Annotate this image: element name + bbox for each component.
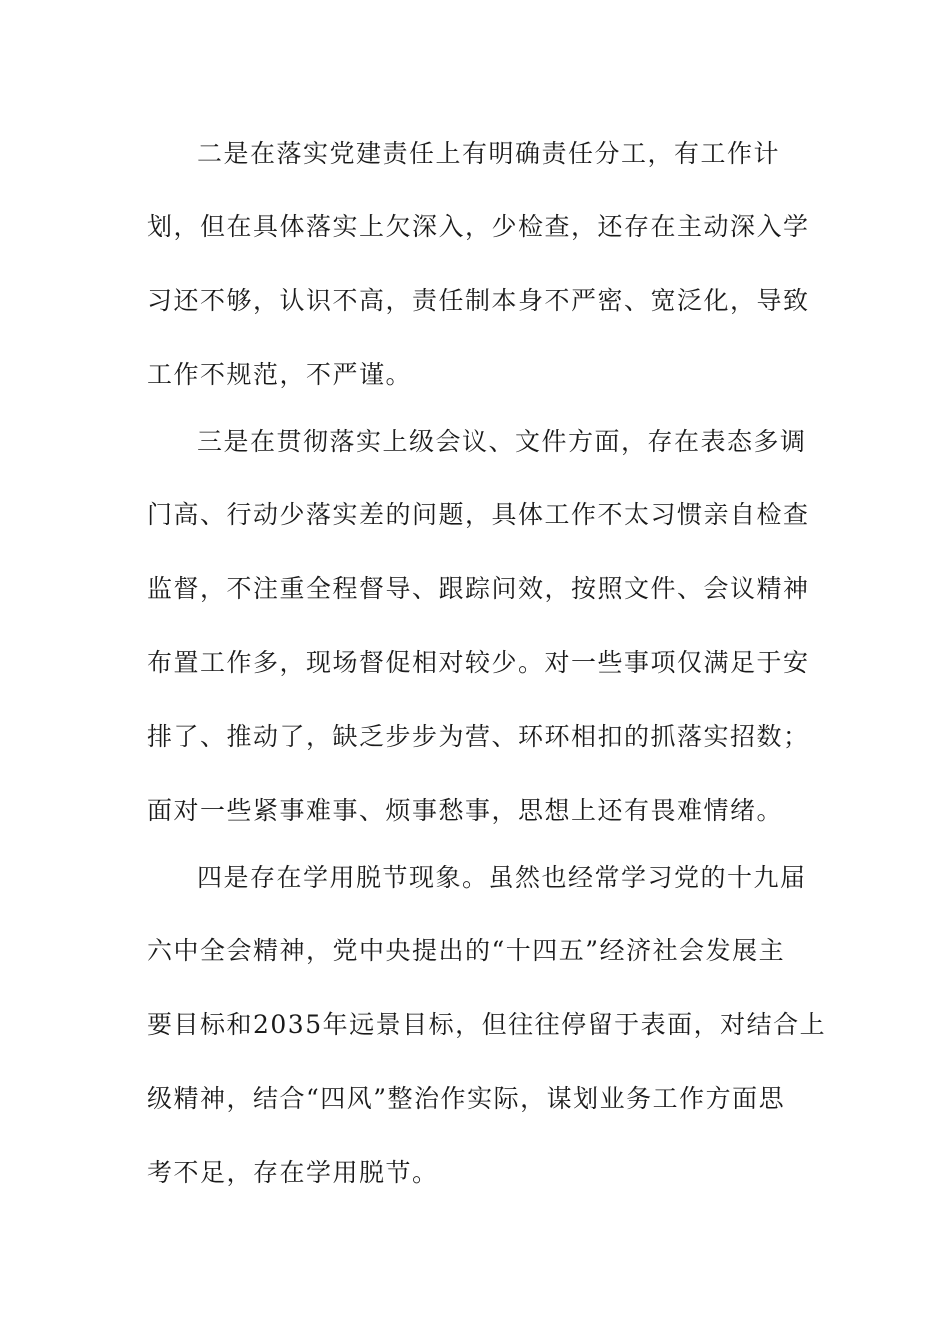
paragraph-2-line-5: 排了、推动了，缺乏步步为营、环环相扣的抓落实招数；	[147, 722, 810, 751]
paragraph-2-line-1: 三是在贯彻落实上级会议、文件方面，存在表态多调	[197, 427, 807, 456]
paragraph-2-line-6: 面对一些紧事难事、烦事愁事，思想上还有畏难情绪。	[147, 796, 784, 825]
paragraph-1-line-1: 二是在落实党建责任上有明确责任分工，有工作计	[197, 139, 781, 168]
paragraph-1-line-4: 工作不规范，不严谨。	[147, 360, 413, 389]
paragraph-3-line-1: 四是存在学用脱节现象。虽然也经常学习党的十九届	[197, 863, 807, 892]
paragraph-3-line-4: 级精神，结合“四风”整治作实际，谋划业务工作方面思	[147, 1084, 786, 1113]
paragraph-3-line-5: 考不足，存在学用脱节。	[147, 1158, 439, 1187]
paragraph-1-line-3: 习还不够，认识不高，责任制本身不严密、宽泛化，导致	[147, 286, 810, 315]
paragraph-3-line-3: 要目标和2035年远景目标，但往往停留于表面，对结合上	[147, 1010, 827, 1039]
paragraph-2-line-4: 布置工作多，现场督促相对较少。对一些事项仅满足于安	[147, 648, 810, 677]
paragraph-2-line-2: 门高、行动少落实差的问题，具体工作不太习惯亲自检查	[147, 500, 810, 529]
paragraph-1-line-2: 划，但在具体落实上欠深入，少检查，还存在主动深入学	[147, 212, 810, 241]
paragraph-2-line-3: 监督，不注重全程督导、跟踪问效，按照文件、会议精神	[147, 574, 810, 603]
paragraph-3-line-2: 六中全会精神，党中央提出的“十四五”经济社会发展主	[147, 936, 786, 965]
